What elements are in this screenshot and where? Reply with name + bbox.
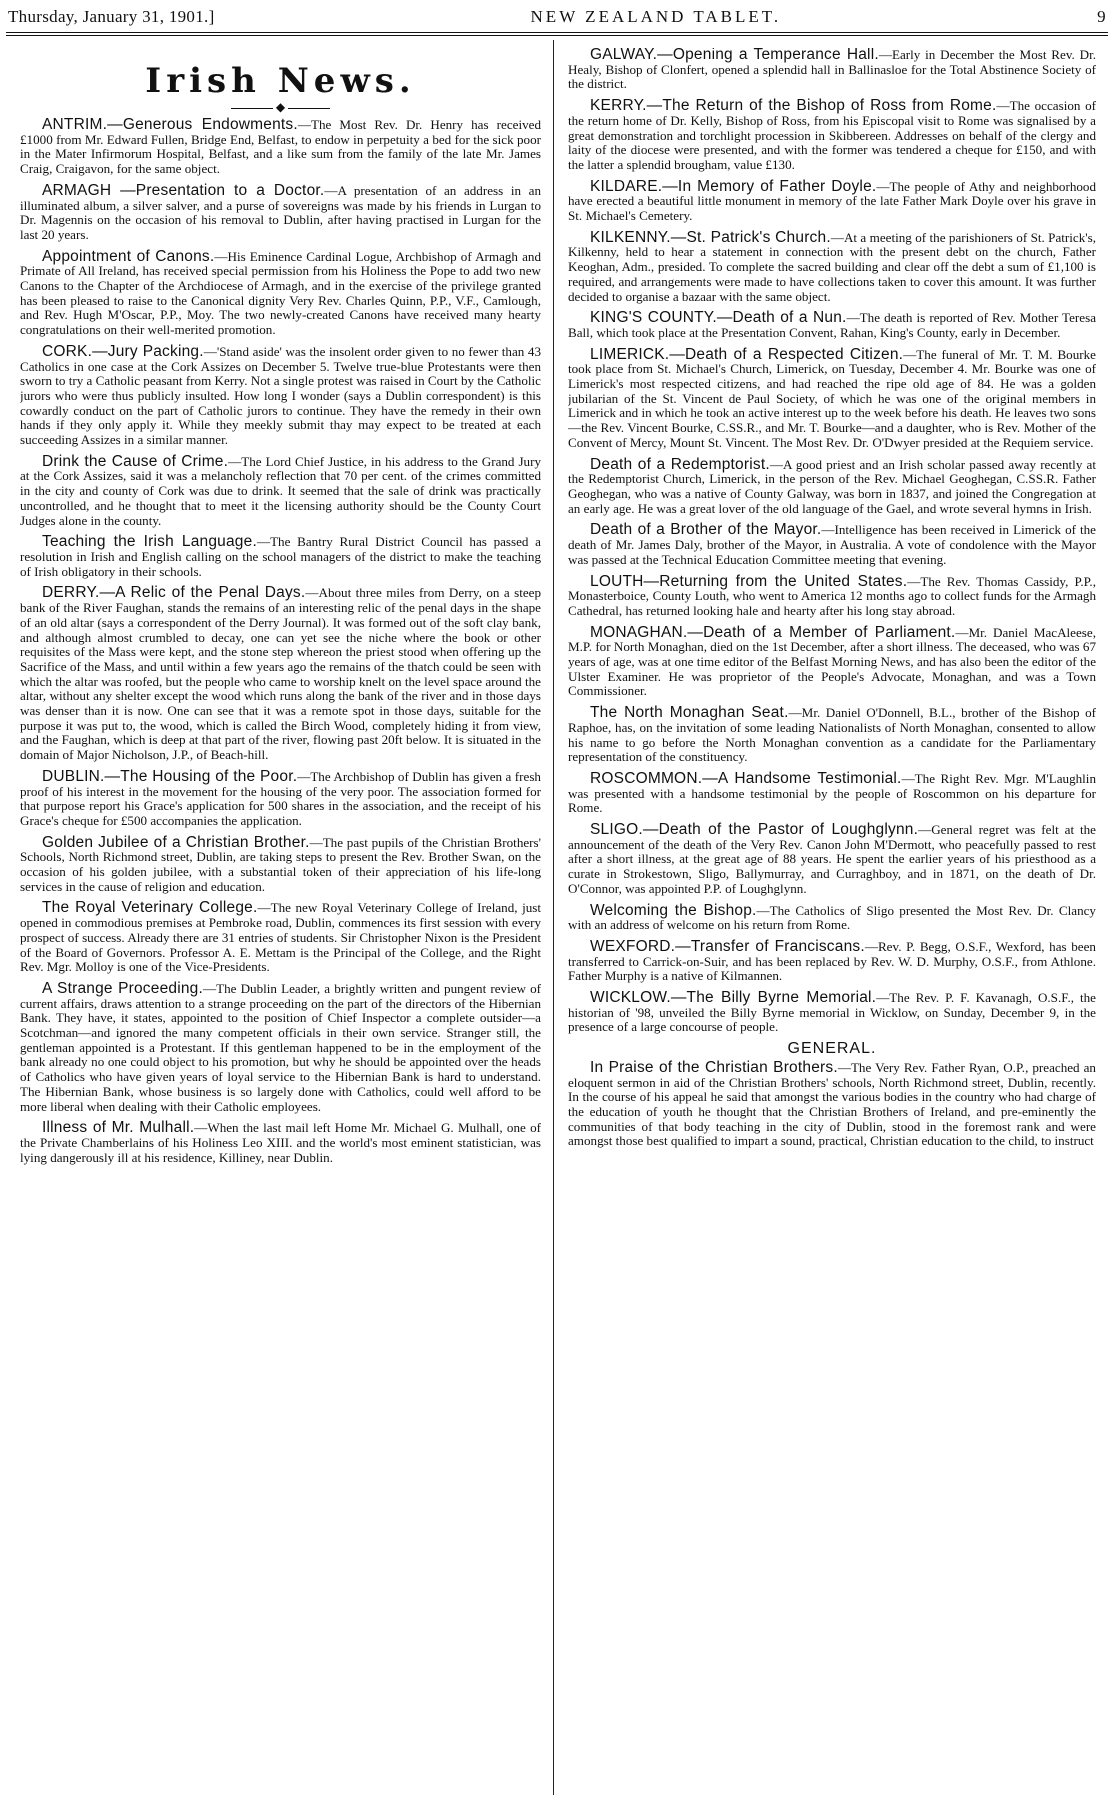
news-heading: Welcoming the Bishop. xyxy=(590,901,757,919)
news-heading: ANTRIM.—Generous Endowments. xyxy=(42,116,298,133)
news-item xyxy=(20,901,541,975)
news-body: —The occasion of the return home of Dr. Kelly, Bishop of Ross, from his Episcopal visit to Rome was signalised by a great demonstration and torchlight procession in Skibbereen. Addresses on behalf of the clergy and laity of the diocese were presented, and with the former was tendered a cheque for £150, and with the latter a splendid brougham, value £130. xyxy=(568,98,1096,172)
news-body: —The Very Rev. Father Ryan, O.P., preached an eloquent sermon in aid of the Christian Brothers' schools, North Richmond street, Dublin, recently. In the course of his appeal he said that amongst the various bodies in the country who had charge of the education of youth he thought that the Christian Brothers of Ireland, and pre-eminently the communities of that body teaching in the city of Dublin, stood in the foremost rank and were amongst those best qualified to impart a sound, practical, Christian education to the child, to instruct xyxy=(568,1059,1096,1149)
news-item xyxy=(568,769,1096,816)
news-heading: MONAGHAN.—Death of a Member of Parliament. xyxy=(590,623,956,641)
news-heading: The Royal Veterinary College. xyxy=(42,899,258,917)
news-body: —The Dublin Leader, a brightly written and pungent review of current affairs, draws attention to a strange proceeding on the part of the directors of the Hibernian Bank. They have, it states, appointed to the position of Chief Inspector a complete outsider—a Scotchman—and ignored the many competent officials in their own service. Stranger still, the gentleman appointed is a Protestant. If this gentleman happened to be in the employment of the bank already no one could object to his promotion, but why he should be appointed over the heads of Catholics who have given years of loyal service to the Hibernian Bank is hard to understand. The Hibernian Bank, whose business is so largely done with Catholics, could well afford to be more liberal when dealing with their Catholic employees. xyxy=(20,980,541,1114)
news-heading: CORK.—Jury Packing. xyxy=(42,342,204,360)
news-body: —The death is reported of Rev. Mother Teresa Ball, which took place at the Presentation Convent, Rahan, King's County, early in December. xyxy=(568,310,1096,340)
right-column xyxy=(568,48,1096,1797)
news-heading: Death of a Brother of the Mayor. xyxy=(590,521,822,539)
news-item xyxy=(568,523,1096,567)
news-heading: WICKLOW.—The Billy Byrne Memorial. xyxy=(590,989,877,1007)
news-body: —Rev. P. Begg, O.S.F., Wexford, has been transferred to Carrick-on-Suir, and has been replaced by Rev. W. D. Murphy, O.S.F., from Athlone. Father Murphy is a native of Kilmannen. xyxy=(568,938,1096,984)
news-body: —The Rev. P. F. Kavanagh, O.S.F., the historian of '98, unveiled the Billy Byrne memorial in Wicklow, on Sunday, December 9, in the presence of a large concourse of people. xyxy=(568,990,1096,1035)
news-heading: WEXFORD.—Transfer of Franciscans. xyxy=(590,937,865,955)
page-header xyxy=(8,4,1106,30)
news-body: —Intelligence has been received in Limerick of the death of Mr. James Daly, brother of the Mayor, in Australia. A vote of condolence with the Mayor was passed at the Technical Education Committee meeting that evening. xyxy=(568,522,1096,567)
news-body: —A good priest and an Irish scholar passed away recently at the Redemptorist Church, Limerick, in the person of the Rev. Michael Geoghegan, C.SS.R. Father Geoghegan, who was a native of County Galway, was born in 1837, and joined the Congregation at an early age. He was a great lover of the old language of the Gael, and wrote several hymns in Irish. xyxy=(568,456,1096,516)
title-ornament xyxy=(20,100,541,114)
news-heading: Death of a Redemptorist. xyxy=(590,455,770,473)
news-heading: Golden Jubilee of a Christian Brother. xyxy=(42,833,310,851)
news-body: —The Lord Chief Justice, in his address to the Grand Jury at the Cork Assizes, said it was a melancholy reflection that 70 per cent. of the crimes committed in the city and county of Cork was due to drink. It seemed that the sale of drink was practically uncontrolled, and he thought that to meet it the licensing authority should be the County Court Judges alone in the county. xyxy=(20,453,541,528)
column-divider xyxy=(553,40,554,1795)
news-body: —General regret was felt at the announcement of the death of the Very Rev. Canon John M'Dermott, who peacefully passed to rest after a short illness, at the great age of 88 years. He spent the earlier years of his priesthood as a curate in Strokestown, Sligo, Ballymurray, and Curraghboy, and in 1871, on the death of Dr. O'Connor, was appointed P.P. of Loughglynn. xyxy=(568,822,1096,896)
news-item xyxy=(568,572,1096,619)
news-heading: In Praise of the Christian Brothers. xyxy=(590,1058,838,1076)
header-publication: NEW ZEALAND TABLET. xyxy=(530,7,782,26)
news-body: —Early in December the Most Rev. Dr. Healy, Bishop of Clonfert, opened a splendid hall in Ballinasloe for the Total Abstinence Society of the district. xyxy=(568,48,1096,92)
news-body: —A presentation of an address in an illuminated album, a silver salver, and a purse of sovereigns was made by his friends in Lurgan to Dr. Magennis on the occasion of his removal to Dublin, after having practised in Lurgan for the last 20 years. xyxy=(20,182,541,242)
header-date: Thursday, January 31, 1901.] xyxy=(8,7,215,26)
news-item xyxy=(568,345,1096,451)
news-item xyxy=(568,901,1096,933)
news-heading: KILDARE.—In Memory of Father Doyle. xyxy=(590,177,877,195)
news-item xyxy=(568,311,1096,340)
news-body: —The Rev. Thomas Cassidy, P.P., Monasterboice, County Louth, who went to America 12 months ago to collect funds for the Armagh Cathedral, has returned looking hale and hearty after his long stay abroad. xyxy=(568,573,1096,618)
news-heading: Teaching the Irish Language. xyxy=(42,533,257,551)
news-heading: Drink the Cause of Crime. xyxy=(42,452,229,470)
news-item xyxy=(20,247,541,338)
header-rule-double xyxy=(6,35,1108,36)
diamond-icon: ◆ xyxy=(275,100,286,114)
news-item xyxy=(20,342,541,448)
news-heading: Illness of Mr. Mulhall. xyxy=(42,1119,195,1137)
news-body: —The past pupils of the Christian Brothers' Schools, North Richmond street, Dublin, are taking steps to present the Rev. Brother Swan, on the occasion of his golden jubilee, with a substantial token of their appreciation of his life-long services in the cause of religion and education. xyxy=(20,834,541,894)
page-title: Irish News. xyxy=(145,61,416,101)
news-item xyxy=(568,823,1096,897)
news-body: —The Bantry Rural District Council has passed a resolution in Irish and English calling on the school managers of the district to make the teaching of Irish obligatory in their schools. xyxy=(20,534,541,579)
news-heading: DUBLIN.—The Housing of the Poor. xyxy=(42,767,298,785)
news-body: —The Most Rev. Dr. Henry has received £1000 from Mr. Edward Fullen, Bridge End, Belfast, to endow in perpetuity a bed for the sick poor in the Mater Infirmorum Hospital, Belfast, and a like sum from the family of the late Mr. James Craig, Craigavon, for the same object. xyxy=(20,117,541,177)
news-body: —'Stand aside' was the insolent order given to no fewer than 43 Catholics in one case at the Cork Assizes on December 5. Twelve true-blue Protestants were then sworn to try a Catholic peasant from Kerry. Not a single protest was raised in Court by the Catholic jurors who were thus publicly insulted. How long I wonder (says a Dublin correspondent) is this cowardly conduct on the part of Catholic jurors to continue. They have the remedy in their own hands if they only apply it. While they meekly submit thay may expect to be treated at each succeeding Assizes in a similar manner. xyxy=(20,343,541,448)
section-heading-general: GENERAL. xyxy=(787,1040,877,1058)
news-body: —The funeral of Mr. T. M. Bourke took place from St. Michael's Church, Limerick, on Tuesday, December 4. Mr. Bourke was one of Limerick's most respected citizens, and had reached the ripe old age of 84. He was a golden jubilarian of the St. Vincent de Paul Society, of which he was one of the original members in Limerick and in which he took an active interest up to the week before his death. He leaves two sons—the Rev. Vincent Bourke, C.SS.R., and Mr. T. Bourke—and a daughter, who is Rev. Mother of the Convent of Mercy, Mount St. Vincent. The Most Rev. Dr. O'Dwyer presided at the Requiem service. xyxy=(568,346,1096,450)
news-item xyxy=(20,1121,541,1165)
news-heading: SLIGO.—Death of the Pastor of Loughglynn. xyxy=(590,821,919,839)
news-item xyxy=(20,118,541,177)
news-item xyxy=(568,991,1096,1035)
news-heading: KERRY.—The Return of the Bishop of Ross from Rome. xyxy=(590,97,997,115)
news-body: —About three miles from Derry, on a steep bank of the River Faughan, stands the remains of an interesting relic of the penal days in the shape of an old altar (says a correspondent of the Derry Journal). It was formed out of the soft clay bank, and although almost crumbled to decay, one can yet see the niche where the book or other requisites of the Mass were kept, and the stone step whereon the priest stood when offering up the Sacrifice of the Mass, and until within a few years ago the remains of the thatch could be seen with which the altar was roofed, but the people who came to worship knelt on the level space around the altar, without any shelter except the wood which runs along the bank of the river and in those days was denser than it is now. One can see that it was a remote spot in those days, suitable for the purpose it was put to, the wood, which is called the Birch Wood, completely hiding it from view, and the Faughan, which is deep at that part of the river, flowing past 20ft below. It is situated in the domain of Major Nicholson, J.P., of Beach-hill. xyxy=(20,585,541,763)
news-item xyxy=(20,452,541,529)
news-item xyxy=(20,833,541,895)
left-column xyxy=(20,42,541,1797)
news-item xyxy=(20,586,541,762)
news-heading: ROSCOMMON.—A Handsome Testimonial. xyxy=(590,769,902,787)
news-item xyxy=(20,767,541,829)
news-body: —At a meeting of the parishioners of St. Patrick's, Kilkenny, held to hear a statement in connection with the present debt on the church, Father Keoghan, Adm., presided. To complete the sacred building and clear off the debt a sum of £1,100 is required, and arrangements were made to have collections taken to cover this amount. It was further decided to organise a bazaar with the same object. xyxy=(568,229,1096,304)
news-item xyxy=(568,937,1096,984)
news-body: —Mr. Daniel MacAleese, M.P. for North Monaghan, died on the 1st December, after a short illness. The deceased, who was 67 years of age, was at one time editor of the Belfast Morning News, and has also been the editor of the Ulster Examiner. He was proprietor of the People's Advocate, Monaghan, and was a Town Commissioner. xyxy=(568,624,1096,699)
news-heading: The North Monaghan Seat. xyxy=(590,704,789,722)
news-heading: KING'S COUNTY.—Death of a Nun. xyxy=(590,309,847,327)
left-news-list xyxy=(20,118,541,1165)
news-body: —The Catholics of Sligo presented the Most Rev. Dr. Clancy with an address of welcome on his return from Rome. xyxy=(568,902,1096,933)
news-item xyxy=(568,455,1096,517)
news-heading: DERRY.—A Relic of the Penal Days. xyxy=(42,584,306,602)
news-heading: LIMERICK.—Death of a Respected Citizen. xyxy=(590,345,904,363)
news-item xyxy=(568,177,1096,224)
header-page-number: 9 xyxy=(1097,7,1106,26)
news-body: —The Right Rev. Mgr. M'Laughlin was presented with a handsome testimonial by the people of Roscommon on his departure for Rome. xyxy=(568,770,1096,816)
news-item xyxy=(568,1058,1096,1149)
news-heading: GALWAY.—Opening a Temperance Hall. xyxy=(590,48,879,63)
news-body: —The Archbishop of Dublin has given a fresh proof of his interest in the movement for the housing of the very poor. The association formed for that purpose report his Grace's application for 500 shares in the association, and the receipt of his Grace's cheque for £500 accompanies the application. xyxy=(20,768,541,828)
news-item xyxy=(20,535,541,579)
news-heading: ARMAGH —Presentation to a Doctor. xyxy=(42,181,325,199)
news-body: —Mr. Daniel O'Donnell, B.L., brother of the Bishop of Raphoe, has, on the invitation of some leading Nationalists of North Monaghan, consented to allow his name to go before the North Monaghan convention as a candidate for the Parliamentary representation of the constituency. xyxy=(568,705,1096,765)
news-heading: Appointment of Canons. xyxy=(42,247,215,265)
news-heading: LOUTH—Returning from the United States. xyxy=(590,572,908,590)
news-body: —The new Royal Veterinary College of Ireland, just opened in commodious premises at Pembroke road, Dublin, commences its first session with every prospect of success. Already there are 31 entries of students. Sir Christopher Nixon is the President of the Board of Governors. Professor A. E. Mettam is the Principal of the College, and the Right Rev. Mgr. Molloy is one of the Vice-Presidents. xyxy=(20,900,541,975)
news-body: —When the last mail left Home Mr. Michael G. Mulhall, one of the Private Chamberlains of his Holiness Leo XIII. and the world's most eminent statistician, was lying dangerously ill at his residence, Killiney, near Dublin. xyxy=(20,1120,541,1165)
news-body: —His Eminence Cardinal Logue, Archbishop of Armagh and Primate of All Ireland, has received special permission from his Holiness the Pope to add two new Canons to the Chapter of the Archdiocese of Armagh, and in the exercise of the privilege granted has been pleased to raise to the Canonical dignity Very Rev. Charles Quinn, P.P., V.F., Camlough, and Rev. Hugh M'Oscar, P.P., Moy. The two newly-created Canons have received many hearty congratulations on their well-merited promotion. xyxy=(20,248,541,338)
news-body: —The people of Athy and neighborhood have erected a beautiful little monument in memory of the late Father Mark Doyle over his grave in St. Michael's Cemetery. xyxy=(568,178,1096,224)
news-item xyxy=(20,979,541,1114)
news-item xyxy=(20,181,541,243)
news-item xyxy=(568,99,1096,173)
news-heading: A Strange Proceeding. xyxy=(42,979,204,997)
news-item xyxy=(568,623,1096,700)
news-heading: KILKENNY.—St. Patrick's Church. xyxy=(590,228,831,246)
news-item xyxy=(568,228,1096,305)
news-item xyxy=(568,706,1096,765)
news-item xyxy=(568,48,1096,92)
header-rule xyxy=(6,32,1108,33)
